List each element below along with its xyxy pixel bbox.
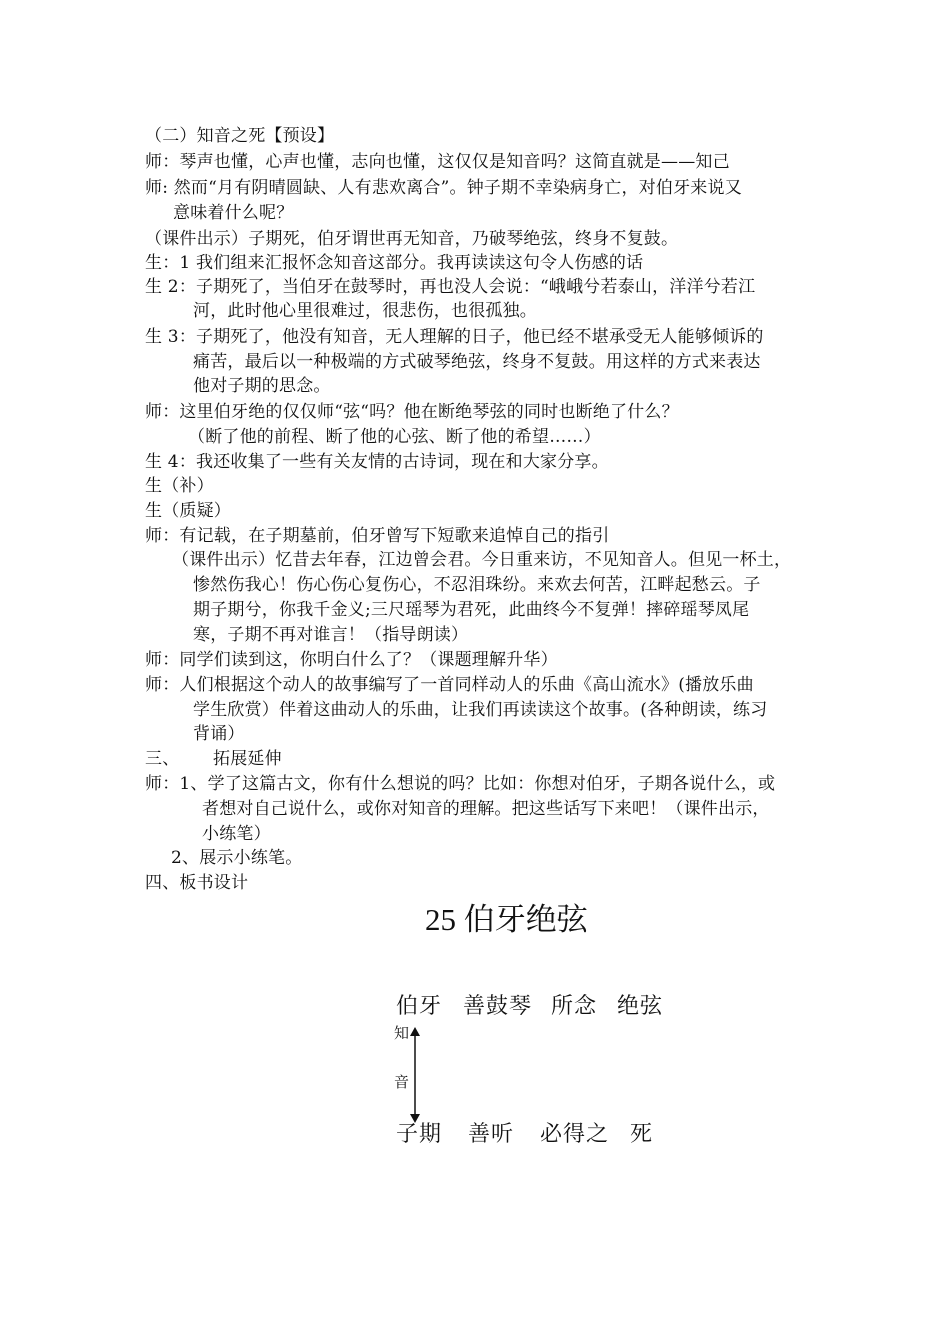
section-3-heading: 拓展延伸 (213, 749, 282, 769)
text-line: 生 2：子期死了，当伯牙在鼓琴时，再也没人会说：“峨峨兮若泰山，洋洋兮若江 (145, 277, 756, 297)
board-bottom-item: 善听 (468, 1122, 515, 1147)
text-line: 生 4：我还收集了一些有关友情的古诗词，现在和大家分享。 (145, 452, 609, 472)
section-3-number: 三、 (145, 749, 180, 769)
text-line: 师：这里伯牙绝的仅仅师“弦“吗？他在断绝琴弦的同时也断绝了什么？ (145, 402, 679, 422)
text-line: 学生欣赏）伴着这曲动人的乐曲，让我们再读读这个故事。(各种朗读，练习 (193, 700, 768, 720)
text-line: 师：同学们读到这，你明白什么了？（课题理解升华） (145, 650, 558, 670)
board-bottom-item: 死 (630, 1122, 654, 1147)
board-top-item: 绝弦 (617, 994, 664, 1019)
text-line: 生（质疑） (145, 501, 231, 521)
text-line: 痛苦，最后以一种极端的方式破琴绝弦，终身不复鼓。用这样的方式来表达 (193, 352, 761, 372)
board-top-item: 善鼓琴 (463, 994, 533, 1019)
text-line: 期子期兮，你我千金义;三尺瑶琴为君死，此曲终今不复弹！摔碎瑶琴凤尾 (193, 600, 750, 620)
text-line: 惨然伤我心！伤心伤心复伤心，不忍泪珠纷。来欢去何苦，江畔起愁云。子 (193, 575, 761, 595)
text-line: 小练笔） (202, 824, 271, 844)
board-top-item: 伯牙 (396, 994, 443, 1019)
text-line: 意味着什么呢？ (173, 203, 294, 223)
text-line: 师：人们根据这个动人的故事编写了一首同样动人的乐曲《高山流水》(播放乐曲 (145, 675, 754, 695)
section-4-heading: 四、板书设计 (145, 873, 249, 893)
text-line: 寒，子期不再对谁言！（指导朗读） (193, 625, 469, 645)
text-line: 生 3：子期死了，他没有知音，无人理解的日子，他已经不堪承受无人能够倾诉的 (145, 327, 764, 347)
text-line: （课件出示）忆昔去年春，江边曾会君。今日重来访，不见知音人。但见一杯土， (172, 550, 792, 570)
text-line: 河，此时他心里很难过，很悲伤，也很孤独。 (193, 301, 537, 321)
board-bottom-item: 子期 (396, 1122, 443, 1147)
text-line: 生（补） (145, 476, 214, 496)
board-link-char: 音 (394, 1073, 410, 1091)
board-top-item: 所念 (551, 994, 598, 1019)
text-line: 背诵） (193, 724, 245, 744)
text-line: （课件出示）子期死，伯牙谓世再无知音，乃破琴绝弦，终身不复鼓。 (145, 229, 679, 249)
text-line: 师：1、学了这篇古文，你有什么想说的吗？比如：你想对伯牙，子期各说什么，或 (145, 774, 776, 794)
text-line: 2、展示小练笔。 (171, 848, 303, 868)
text-line: 他对子期的思念。 (193, 376, 331, 396)
board-bottom-item: 必得之 (540, 1122, 610, 1147)
board-link-char: 知 (394, 1024, 410, 1042)
section-2-heading: （二）知音之死【预设】 (145, 126, 335, 146)
text-line: 生：1 我们组来汇报怀念知音这部分。我再读读这句令人伤感的话 (145, 253, 644, 273)
text-line: （断了他的前程、断了他的心弦、断了他的希望……） (188, 427, 601, 447)
text-line: 师: 然而“月有阴晴圆缺、人有悲欢离合”。钟子期不幸染病身亡，对伯牙来说又 (145, 178, 742, 198)
text-line: 师：有记载，在子期墓前，伯牙曾写下短歌来追悼自己的指引 (145, 526, 610, 546)
text-line: 者想对自己说什么，或你对知音的理解。把这些话写下来吧！（课件出示， (202, 799, 770, 819)
double-arrow-icon (405, 1027, 425, 1123)
board-title: 25 伯牙绝弦 (425, 902, 588, 937)
text-line: 师：琴声也懂，心声也懂，志向也懂，这仅仅是知音吗？这简直就是——知己 (145, 152, 730, 172)
